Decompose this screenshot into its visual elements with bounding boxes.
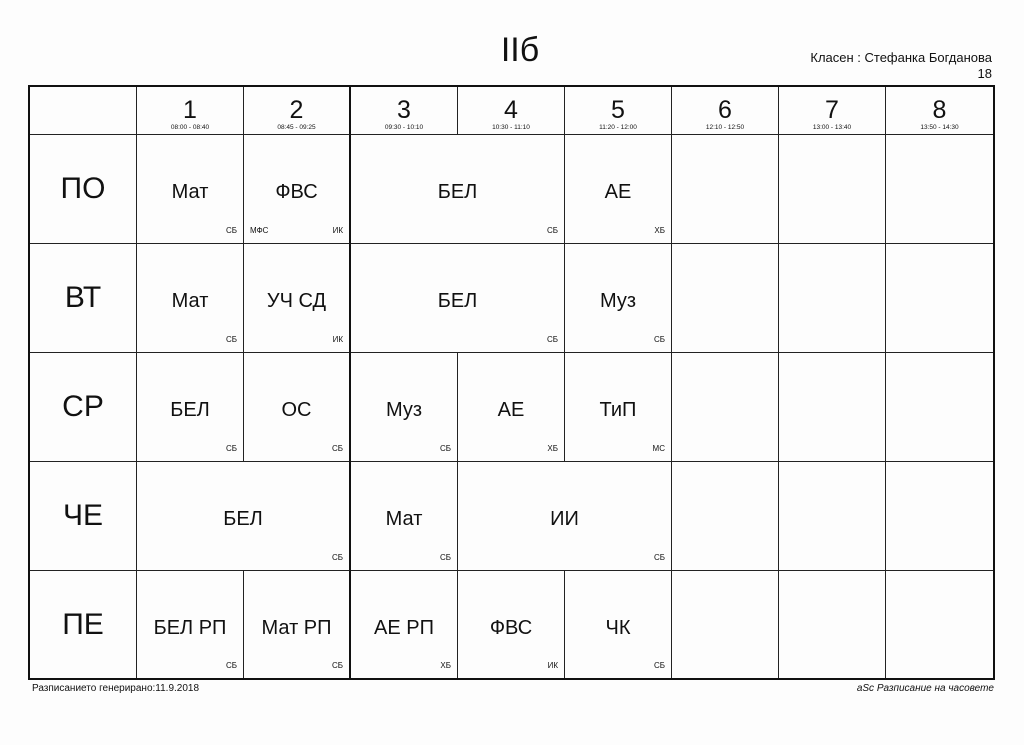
lesson-cell [458,353,565,462]
period-number: 1 [183,96,197,124]
lesson-room: СБ [331,444,343,453]
lesson-room: СБ [439,553,451,562]
lesson-cell [351,571,458,678]
empty-cell [672,353,779,462]
day-label: ПЕ [30,571,137,678]
lesson-subject: ФВС [489,616,533,639]
software-credit: aSc Разписание на часовете [856,683,994,694]
lesson-subject: АЕ [604,181,632,204]
empty-cell [886,571,993,678]
lesson-subject: Мат РП [261,616,332,639]
lesson-subject: Мат [385,508,423,531]
lesson-cell [351,462,458,571]
lesson-cell [137,244,244,353]
page-number: 18 [977,66,992,81]
period-number: 6 [718,96,732,124]
lesson-cell [565,135,672,244]
period-time: 09:30 - 10:10 [384,124,424,131]
lesson-room: ХБ [440,661,451,670]
corner-cell [30,87,137,135]
lesson-subject: АЕ [497,399,525,422]
empty-cell [779,135,886,244]
lesson-cell [137,571,244,678]
period-time: 08:00 - 08:40 [170,124,210,131]
empty-cell [779,571,886,678]
empty-cell [672,462,779,571]
empty-cell [672,135,779,244]
lesson-subject: Мат [171,290,209,313]
period-time: 08:45 - 09:25 [277,124,316,131]
empty-cell [672,244,779,353]
lesson-room: ИК [332,335,343,344]
timetable-grid [28,85,995,680]
lesson-subject: БЕЛ [437,181,478,204]
lesson-room: СБ [331,553,343,562]
lesson-room: СБ [653,661,665,670]
lesson-subject: БЕЛ [437,290,478,313]
period-header [137,87,244,135]
empty-cell [672,571,779,678]
lesson-cell [565,353,672,462]
period-time: 13:50 - 14:30 [920,124,959,131]
lesson-subject: БЕЛ [223,508,263,531]
lesson-cell [351,244,565,353]
period-time: 13:00 - 13:40 [812,124,852,131]
empty-cell [779,353,886,462]
lesson-room: ИК [547,661,558,670]
period-time: 11:20 - 12:00 [599,124,637,131]
lesson-subject: УЧ СД [266,290,327,313]
period-number: 8 [932,96,947,124]
lesson-room: МС [652,444,665,453]
lesson-room: СБ [225,661,237,670]
period-header [779,87,886,135]
period-header [565,87,672,135]
period-header [244,87,351,135]
lesson-subject: Мат [171,181,209,204]
lesson-cell [244,244,351,353]
day-label: ПО [30,135,137,244]
period-header [886,87,993,135]
lesson-cell [137,353,244,462]
lesson-cell [351,135,565,244]
lesson-subject: ФВС [275,181,318,204]
lesson-subject: БЕЛ РП [153,616,227,639]
lesson-room: СБ [653,335,665,344]
lesson-room: СБ [225,444,237,453]
empty-cell [886,462,993,571]
lesson-room: ИК [332,226,343,235]
lesson-cell [565,571,672,678]
lesson-cell [244,353,351,462]
period-header [458,87,565,135]
lesson-cell [458,571,565,678]
lesson-cell [565,244,672,353]
lesson-subject: ОС [281,399,312,422]
period-number: 3 [397,96,411,124]
lesson-subject: Муз [599,290,637,313]
lesson-room: СБ [225,226,237,235]
class-title: IIб [500,31,540,69]
day-label: ВТ [30,244,137,353]
generated-date: Разписанието генерирано:11.9.2018 [32,683,200,694]
lesson-subject: АЕ РП [374,616,434,639]
lesson-room: ХБ [547,444,558,453]
period-number: 7 [825,96,839,124]
empty-cell [779,244,886,353]
lesson-room: ХБ [654,226,665,235]
period-time: 10:30 - 11:10 [492,124,530,131]
lesson-subject: ИИ [550,508,579,531]
empty-cell [886,135,993,244]
day-label: ЧЕ [30,462,137,571]
lesson-subject: Муз [385,399,423,422]
empty-cell [886,353,993,462]
lesson-subject: ЧК [605,616,631,639]
lesson-subject: ТиП [599,399,637,422]
period-time: 12:10 - 12:50 [705,124,745,131]
period-number: 4 [504,96,518,124]
lesson-subject: БЕЛ [170,399,210,422]
lesson-cell [137,462,351,571]
lesson-room: СБ [546,335,558,344]
period-header [672,87,779,135]
period-number: 5 [611,96,625,124]
lesson-cell [244,135,351,244]
lesson-room: СБ [653,553,665,562]
empty-cell [779,462,886,571]
lesson-room: СБ [546,226,558,235]
lesson-room: СБ [225,335,237,344]
class-teacher: Класен : Стефанка Богданова [810,50,992,65]
lesson-cell [458,462,672,571]
lesson-room: СБ [331,661,343,670]
day-label: СР [30,353,137,462]
lesson-room: СБ [439,444,451,453]
period-header [351,87,458,135]
empty-cell [886,244,993,353]
lesson-cell [351,353,458,462]
lesson-cell [137,135,244,244]
lesson-room: МФС [250,226,269,235]
period-number: 2 [289,96,304,124]
lesson-cell [244,571,351,678]
